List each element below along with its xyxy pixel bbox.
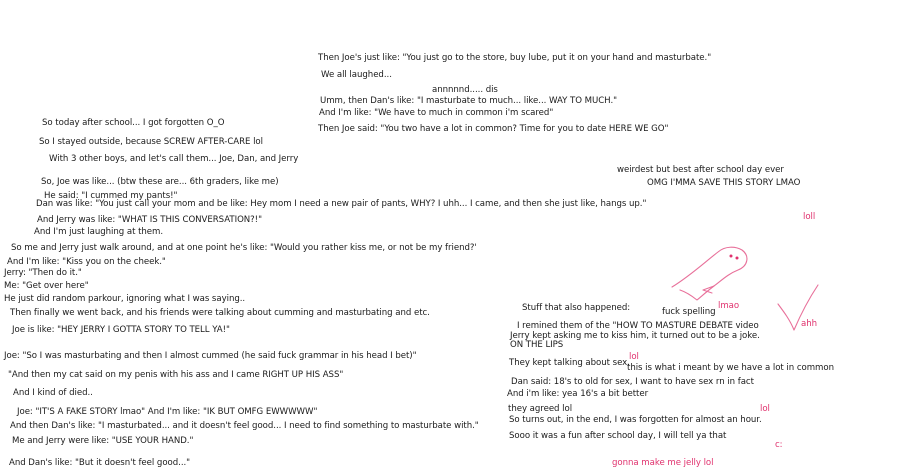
story-line-left: Me: "Get over here": [4, 281, 89, 291]
doodle-eye-right: [736, 257, 739, 260]
annotation-smiley: c:: [775, 440, 783, 450]
doodle-eye-left: [730, 255, 733, 258]
annotation-loll: loll: [803, 212, 816, 222]
story-line-left: Then finally we went back, and his friends were talking about cumming and masturbating and etc.: [10, 308, 430, 318]
story-line-left: Joe: "IT'S A FAKE STORY lmao" And I'm like: "IK BUT OMFG EWWWWW": [17, 407, 318, 417]
story-line-left: So, Joe was like... (btw these are... 6th graders, like me): [41, 177, 279, 187]
story-line-left: So me and Jerry just walk around, and at one point he's like: "Would you rather kiss me, or not be my friend?': [11, 243, 477, 253]
annotation-lol: lol: [760, 404, 770, 414]
story-line-top: Then Joe said: "You two have a lot in common? Time for you to date HERE WE GO": [318, 124, 669, 134]
story-line-right: weirdest but best after school day ever: [617, 165, 784, 175]
story-line-top: Then Joe's just like: "You just go to the store, buy lube, put it on your hand and masturbate.": [318, 53, 712, 63]
annotation-ahh: ahh: [801, 319, 818, 329]
story-line-right: fuck spelling: [662, 307, 716, 317]
story-line-right: Dan said: 18's to old for sex, I want to have sex rn in fact: [511, 377, 754, 387]
story-line-top: We all laughed...: [321, 70, 392, 80]
story-line-left: Me and Jerry were like: "USE YOUR HAND.": [12, 436, 194, 446]
story-line-right: they agreed lol: [508, 404, 573, 414]
story-line-left: And Dan's like: "But it doesn't feel good...": [9, 458, 191, 468]
story-line-left: So I stayed outside, because SCREW AFTER-CARE lol: [39, 137, 263, 147]
story-line-left: And I'm just laughing at them.: [34, 227, 164, 237]
story-line-left: Joe is like: "HEY JERRY I GOTTA STORY TO TELL YA!": [12, 325, 230, 335]
story-line-right: And i'm like: yea 16's a bit better: [507, 389, 649, 399]
annotation-jelly: gonna make me jelly lol: [612, 458, 714, 468]
story-line-right: Jerry kept asking me to kiss him, it turned out to be a joke.: [510, 331, 760, 341]
story-line-left: "And then my cat said on my penis with his ass and I came RIGHT UP HIS ASS": [8, 370, 344, 380]
story-line-right: So turns out, in the end, I was forgotten for almost an hour.: [509, 415, 762, 425]
story-line-left: Joe: "So I was masturbating and then I almost cummed (he said fuck grammar in his head I bet)": [4, 351, 417, 361]
story-line-left: With 3 other boys, and let's call them... Joe, Dan, and Jerry: [49, 154, 299, 164]
story-line-right: this is what i meant by we have a lot in common: [627, 363, 834, 373]
story-line-right: Sooo it was a fun after school day, I will tell ya that: [509, 431, 727, 441]
annotation-lol: lol: [629, 352, 639, 362]
story-line-right: I remined them of the "HOW TO MASTURE DEBATE video: [517, 321, 759, 331]
story-line-left: And I'm like: "Kiss you on the cheek.": [7, 257, 166, 267]
story-line-right: ON THE LIPS: [510, 340, 564, 350]
story-line-top: Umm, then Dan's like: "I masturbate to much... like... WAY TO MUCH.": [320, 96, 618, 106]
story-line-top: annnnnd..... dis: [432, 85, 498, 95]
story-line-left: Jerry: "Then do it.": [4, 268, 82, 278]
story-line-left: He said: "I cummed my pants!": [44, 191, 178, 201]
story-line-left: Dan was like: "You just call your mom and be like: Hey mom I need a new pair of pants, WHY? I uhh... I came, and then she just like, hangs up.": [36, 199, 647, 209]
story-line-left: And then Dan's like: "I masturbated... and it doesn't feel good... I need to find something to masturbate with.": [10, 421, 479, 431]
story-line-top: And I'm like: "We have to much in common i'm scared": [319, 108, 554, 118]
story-line-right: They kept talking about sex.: [509, 358, 630, 368]
story-line-left: He just did random parkour, ignoring what I was saying..: [4, 294, 246, 304]
story-line-right: Stuff that also happened:: [522, 303, 631, 313]
story-line-left: And I kind of died..: [13, 388, 93, 398]
story-line-left: So today after school... I got forgotten O_O: [42, 118, 225, 128]
story-line-right: OMG I'MMA SAVE THIS STORY LMAO: [647, 178, 801, 188]
story-line-left: And Jerry was like: "WHAT IS THIS CONVERSATION?!": [37, 215, 262, 225]
doodle-creature-tail: [703, 286, 714, 293]
annotation-lmao: lmao: [718, 301, 740, 311]
